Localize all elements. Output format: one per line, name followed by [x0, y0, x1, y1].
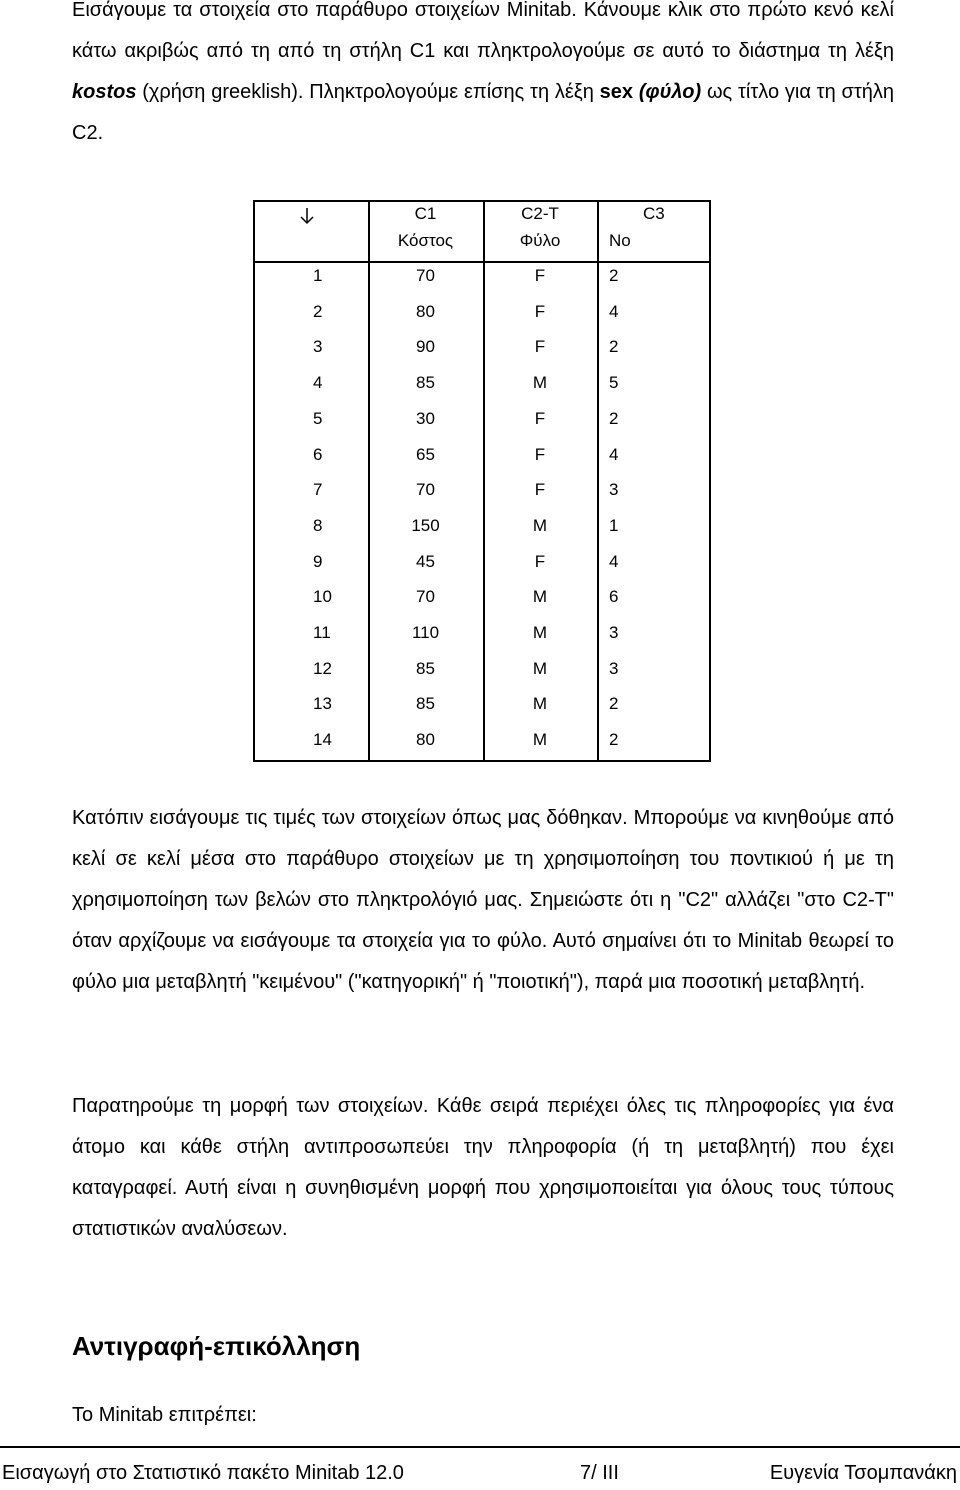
cell-no[interactable]: 4 — [609, 302, 619, 321]
cell-kostos[interactable]: 65 — [416, 445, 435, 464]
page-footer — [0, 1446, 960, 1490]
cell-kostos[interactable]: 80 — [416, 302, 435, 321]
row-number: 5 — [313, 409, 323, 428]
cell-no[interactable]: 2 — [609, 730, 619, 749]
section-intro: Το Minitab επιτρέπει: — [72, 1404, 257, 1426]
row-number: 11 — [313, 623, 331, 642]
cell-kostos[interactable]: 85 — [416, 659, 435, 678]
cell-no[interactable]: 4 — [609, 445, 619, 464]
row-number: 4 — [313, 373, 323, 392]
cell-no[interactable]: 3 — [609, 623, 619, 642]
cell-fylo[interactable]: M — [532, 516, 548, 535]
cell-no[interactable]: 2 — [609, 337, 619, 356]
row-number: 14 — [313, 730, 332, 749]
cell-no[interactable]: 2 — [609, 409, 619, 428]
column-name-c3[interactable]: No — [609, 231, 631, 250]
cell-kostos[interactable]: 110 — [411, 623, 440, 642]
intro-text-3: ως τίτλο για τη στήλη C2. — [72, 81, 894, 144]
row-number: 13 — [313, 694, 332, 713]
minitab-worksheet — [253, 200, 711, 762]
cell-kostos[interactable]: 85 — [416, 373, 435, 392]
row-number: 6 — [313, 445, 323, 464]
cell-fylo[interactable]: M — [532, 373, 548, 392]
cell-kostos[interactable]: 80 — [416, 730, 435, 749]
cell-fylo[interactable]: M — [532, 587, 548, 606]
cell-kostos[interactable]: 70 — [416, 587, 435, 606]
section-heading: Αντιγραφή-επικόλληση — [72, 1331, 361, 1361]
row-number: 12 — [313, 659, 332, 678]
row-number: 8 — [313, 516, 323, 535]
cell-fylo[interactable]: F — [534, 480, 546, 499]
kostos-word: kostos — [72, 81, 137, 103]
cell-fylo[interactable]: F — [534, 337, 546, 356]
cell-kostos[interactable]: 70 — [416, 480, 435, 499]
cell-no[interactable]: 3 — [609, 659, 619, 678]
footer-title: Εισαγωγή στο Στατιστικό πακέτο Minitab 12.0 — [2, 1462, 404, 1484]
cell-no[interactable]: 3 — [609, 480, 619, 499]
row-number: 1 — [313, 266, 323, 285]
cell-fylo[interactable]: M — [532, 694, 548, 713]
row-number: 10 — [313, 587, 332, 606]
cell-no[interactable]: 1 — [609, 516, 619, 535]
body-paragraph-2: Παρατηρούμε τη μορφή των στοιχείων. Κάθε σειρά περιέχει όλες τις πληροφορίες για ένα άτομο και κάθε στήλη αντιπροσωπεύει την πληροφορία (ή τη μεταβλητή) που έχει καταγραφεί. Αυτή είναι η συνηθισμένη μορφή που χρησιμοποιείται για όλους τους τύπους στατιστικών αναλύσεων. — [72, 1095, 894, 1240]
column-id-c3: C3 — [643, 204, 665, 223]
cell-no[interactable]: 2 — [609, 266, 619, 285]
cell-no[interactable]: 6 — [609, 587, 619, 606]
cell-fylo[interactable]: M — [532, 623, 548, 642]
row-number: 9 — [313, 552, 323, 571]
column-id-c1: C1 — [414, 204, 437, 223]
cell-fylo[interactable]: F — [534, 302, 546, 321]
cell-no[interactable]: 4 — [609, 552, 619, 571]
fylo-word: (φύλο) — [638, 81, 702, 103]
cell-fylo[interactable]: M — [532, 730, 548, 749]
sex-word: sex — [599, 81, 634, 103]
cell-fylo[interactable]: F — [534, 552, 546, 571]
cell-fylo[interactable]: F — [534, 409, 546, 428]
cell-no[interactable]: 5 — [609, 373, 619, 392]
cell-kostos[interactable]: 70 — [416, 266, 435, 285]
intro-text-1: Εισάγουμε τα στοιχεία στο παράθυρο στοιχείων Minitab. Κάνουμε κλικ στο πρώτο κενό κελί κάτω ακριβώς από τη από τη στήλη C1 και πληκτρολογούμε σε αυτό το διάστημα τη λέξη — [72, 0, 894, 62]
cell-kostos[interactable]: 85 — [416, 694, 435, 713]
body-paragraph-1: Κατόπιν εισάγουμε τις τιμές των στοιχείων όπως μας δόθηκαν. Μπορούμε να κινηθούμε από κελί σε κελί μέσα στο παράθυρο στοιχείων με τη χρησιμοποίηση του ποντικιού ή με τη χρησιμοποίηση των βελών στο πληκτρολόγιό μας. Σημειώστε ότι η "C2" αλλάζει "στο C2-T" όταν αρχίζουμε να εισάγουμε τα στοιχεία για το φύλο. Αυτό σημαίνει ότι το Minitab θεωρεί το φύλο μια μεταβλητή "κειμένου" ("κατηγορική" ή "ποιοτική"), παρά μια ποσοτική μεταβλητή. — [72, 807, 894, 993]
cell-fylo[interactable]: F — [534, 266, 546, 285]
arrow-down-icon — [297, 206, 317, 226]
footer-author: Ευγενία Τσομπανάκη — [769, 1462, 957, 1484]
cell-kostos[interactable]: 90 — [416, 337, 435, 356]
row-number: 7 — [313, 480, 323, 499]
column-id-c2: C2-T — [521, 204, 559, 223]
cell-fylo[interactable]: F — [534, 445, 546, 464]
footer-page-number: 7/ III — [580, 1462, 619, 1484]
cell-no[interactable]: 2 — [609, 694, 619, 713]
intro-paragraph — [72, 0, 894, 154]
cell-kostos[interactable]: 150 — [411, 516, 440, 535]
row-number: 3 — [313, 337, 323, 356]
column-name-c1[interactable]: Κόστος — [397, 231, 454, 250]
intro-text-2: (χρήση greeklish). Πληκτρολογούμε επίσης τη λέξη — [136, 81, 600, 103]
cell-kostos[interactable]: 45 — [416, 552, 435, 571]
cell-fylo[interactable]: M — [532, 659, 548, 678]
row-number: 2 — [313, 302, 323, 321]
cell-kostos[interactable]: 30 — [416, 409, 435, 428]
column-name-c2[interactable]: Φύλο — [519, 231, 561, 250]
